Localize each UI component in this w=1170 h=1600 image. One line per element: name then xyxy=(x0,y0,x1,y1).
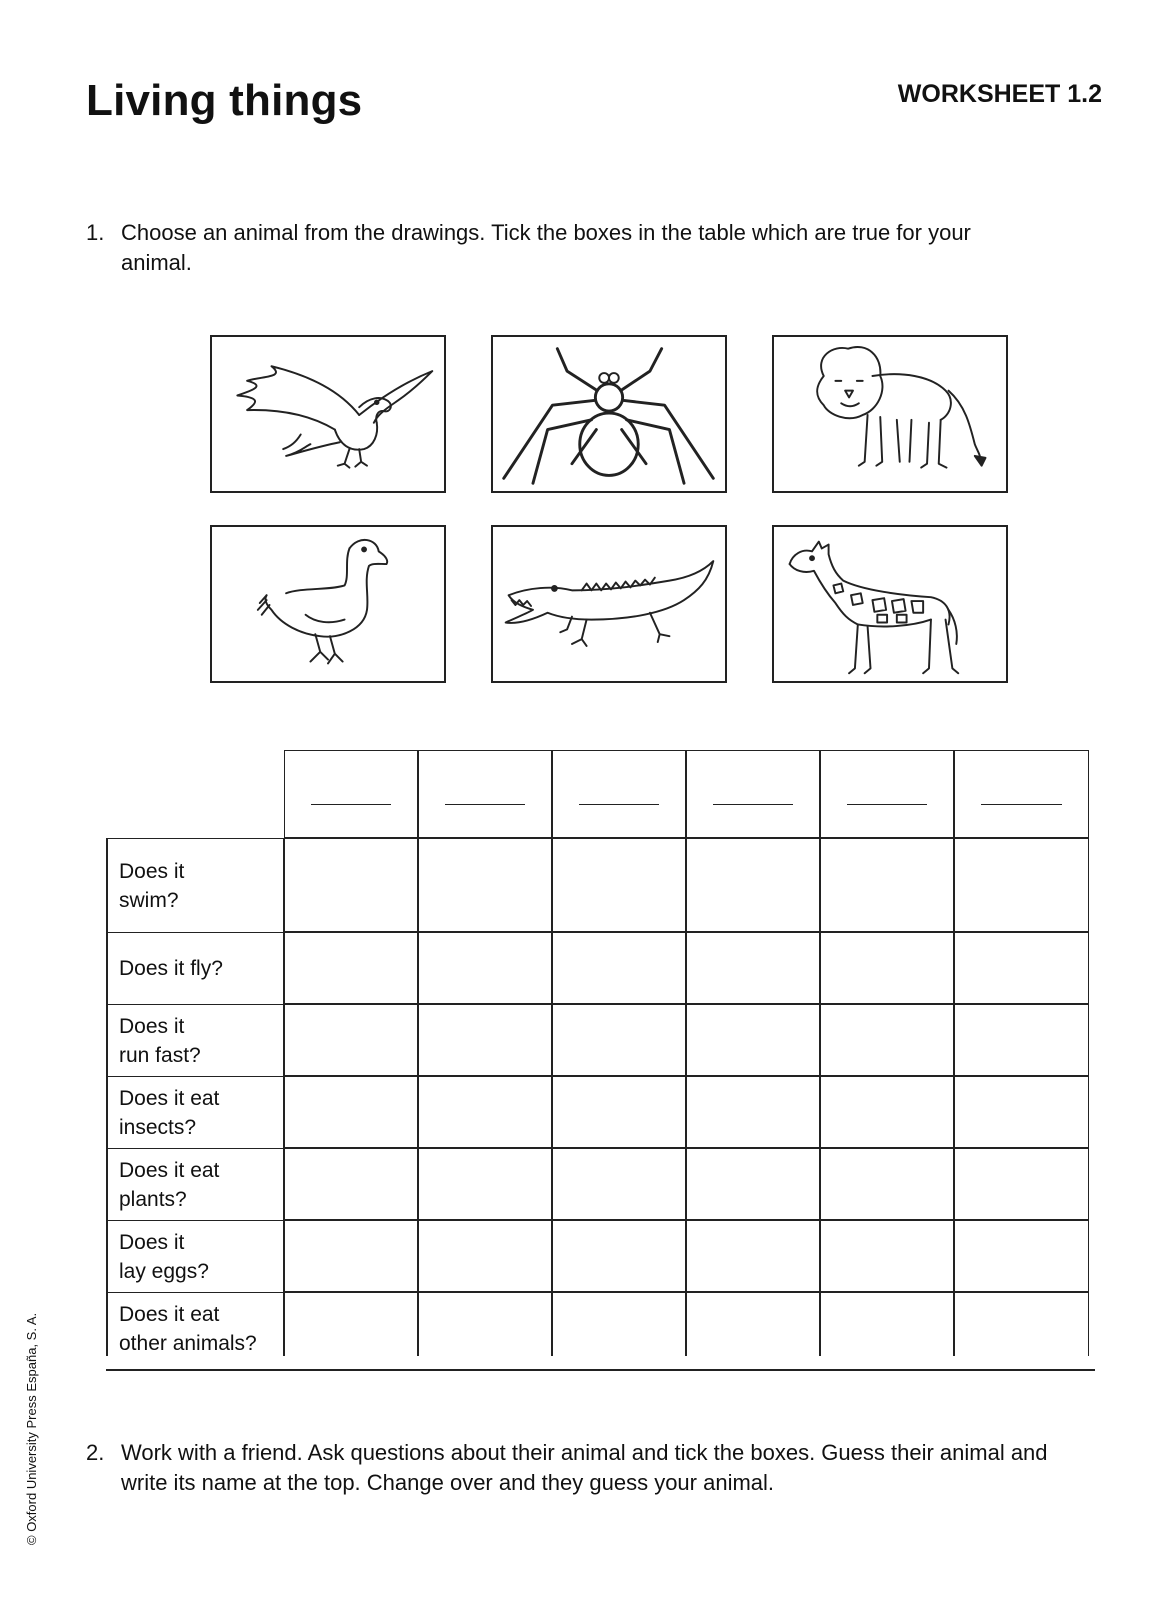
tick-box[interactable] xyxy=(820,932,954,1004)
tick-box[interactable] xyxy=(418,1076,552,1148)
name-blank xyxy=(579,804,659,805)
animal-name-cell[interactable] xyxy=(686,750,820,838)
lion-icon xyxy=(774,337,1006,491)
question-1-text: Choose an animal from the drawings. Tick the boxes in the table which are true for your animal. xyxy=(121,220,971,275)
name-blank xyxy=(311,804,391,805)
tick-box[interactable] xyxy=(418,1148,552,1220)
giraffe-icon xyxy=(774,527,1006,681)
tick-box[interactable] xyxy=(954,1148,1089,1220)
duck-icon xyxy=(212,527,444,681)
tick-box[interactable] xyxy=(418,1292,552,1356)
animal-table xyxy=(106,750,1095,1375)
spider-icon xyxy=(493,337,725,491)
question-label-eat-insects: Does it eat insects? xyxy=(106,1076,284,1148)
page-title: Living things xyxy=(86,76,363,125)
tick-box[interactable] xyxy=(284,932,418,1004)
tick-box[interactable] xyxy=(686,1076,820,1148)
tick-box[interactable] xyxy=(820,1292,954,1356)
tick-box[interactable] xyxy=(686,838,820,932)
table-bottom-rule xyxy=(106,1369,1095,1371)
question-label-eat-animals: Does it eat other animals? xyxy=(106,1292,284,1364)
copyright-notice: © Oxford University Press España, S. A. xyxy=(24,1312,39,1545)
animal-name-cell[interactable] xyxy=(954,750,1089,838)
animal-name-cell[interactable] xyxy=(552,750,686,838)
question-1 xyxy=(86,218,1016,278)
question-label-fly: Does it fly? xyxy=(106,932,284,1004)
eagle-icon xyxy=(212,337,444,491)
question-2-number: 2. xyxy=(86,1440,105,1465)
animal-name-cell[interactable] xyxy=(284,750,418,838)
table-left-border xyxy=(106,838,108,1356)
tick-box[interactable] xyxy=(820,1076,954,1148)
question-2-text: Work with a friend. Ask questions about their animal and tick the boxes. Guess their animal and write its name at the top. Change over and they guess your animal. xyxy=(121,1440,1048,1495)
spider-picture xyxy=(491,335,727,493)
name-blank xyxy=(981,804,1062,805)
tick-box[interactable] xyxy=(820,1004,954,1076)
tick-box[interactable] xyxy=(820,838,954,932)
tick-box[interactable] xyxy=(552,1148,686,1220)
tick-box[interactable] xyxy=(552,1076,686,1148)
tick-box[interactable] xyxy=(284,1004,418,1076)
worksheet-label: WORKSHEET 1.2 xyxy=(897,80,1102,108)
tick-box[interactable] xyxy=(954,1292,1089,1356)
tick-box[interactable] xyxy=(552,1220,686,1292)
question-label-eat-plants: Does it eat plants? xyxy=(106,1148,284,1220)
name-blank xyxy=(847,804,927,805)
tick-box[interactable] xyxy=(686,1148,820,1220)
tick-box[interactable] xyxy=(418,1004,552,1076)
animal-name-cell[interactable] xyxy=(418,750,552,838)
tick-box[interactable] xyxy=(552,1292,686,1356)
tick-box[interactable] xyxy=(686,1004,820,1076)
name-blank xyxy=(713,804,793,805)
question-label-lay-eggs: Does it lay eggs? xyxy=(106,1220,284,1292)
question-2 xyxy=(86,1438,1096,1498)
tick-box[interactable] xyxy=(552,932,686,1004)
name-blank xyxy=(445,804,525,805)
tick-box[interactable] xyxy=(284,1148,418,1220)
tick-box[interactable] xyxy=(954,1076,1089,1148)
tick-box[interactable] xyxy=(954,838,1089,932)
tick-box[interactable] xyxy=(284,1220,418,1292)
tick-box[interactable] xyxy=(954,1004,1089,1076)
question-1-number: 1. xyxy=(86,220,105,245)
tick-box[interactable] xyxy=(954,932,1089,1004)
tick-box[interactable] xyxy=(820,1148,954,1220)
tick-box[interactable] xyxy=(418,932,552,1004)
eagle-picture xyxy=(210,335,446,493)
duck-picture xyxy=(210,525,446,683)
tick-box[interactable] xyxy=(686,1292,820,1356)
tick-box[interactable] xyxy=(418,1220,552,1292)
tick-box[interactable] xyxy=(284,838,418,932)
tick-box[interactable] xyxy=(954,1220,1089,1292)
crocodile-icon xyxy=(493,527,725,681)
animal-name-cell[interactable] xyxy=(820,750,954,838)
tick-box[interactable] xyxy=(284,1076,418,1148)
tick-box[interactable] xyxy=(686,1220,820,1292)
crocodile-picture xyxy=(491,525,727,683)
tick-box[interactable] xyxy=(284,1292,418,1356)
tick-box[interactable] xyxy=(418,838,552,932)
tick-box[interactable] xyxy=(552,838,686,932)
question-label-run-fast: Does it run fast? xyxy=(106,1004,284,1076)
question-label-swim: Does it swim? xyxy=(106,838,284,932)
tick-box[interactable] xyxy=(820,1220,954,1292)
giraffe-picture xyxy=(772,525,1008,683)
tick-box[interactable] xyxy=(552,1004,686,1076)
lion-picture xyxy=(772,335,1008,493)
tick-box[interactable] xyxy=(686,932,820,1004)
